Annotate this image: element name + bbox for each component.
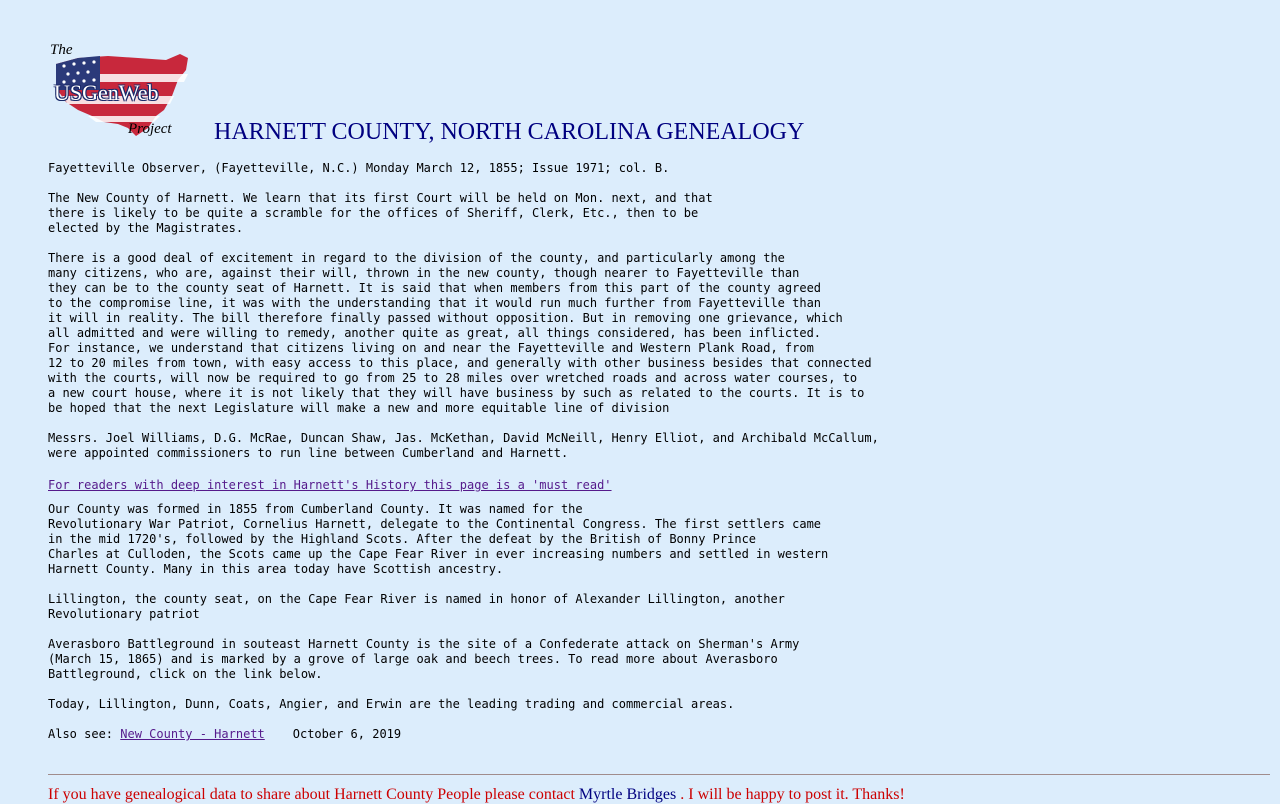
footer-text-after: . I will be happy to post it. Thanks! (676, 786, 905, 803)
footer-message (48, 786, 905, 804)
article-paragraph-2: There is a good deal of excitement in regard to the division of the county, and particularly among the many citizens, who are, against their will, thrown in the new county, though nearer to Fayetteville than they can be to the county seat of Harnett. It is said that when members from this part of the county agreed to the compromise line, it was with the understanding that it would run much further from Fayetteville than it will in reality. The bill therefore finally passed without opposition. But in removing one grievance, which all admitted and were willing to remedy, another quite as great, all things considered, has been inflicted. For instance, we understand that citizens living on and near the Fayetteville and Western Plank Road, from 12 to 20 miles from town, with easy access to this place, and generally with other business besides that connected with the courts, will now be required to go from 25 to 28 miles over wretched roads and across water courses, to a new court house, where it is not likely that they will have business by such as related to the courts. It is to be hoped that the next Legislature will make a new and more equitable line of division (48, 251, 872, 415)
page-title: HARNETT COUNTY, NORTH CAROLINA GENEALOGY (214, 119, 805, 145)
main-content (48, 161, 1248, 742)
logo-usgenweb-text: USGenWeb (54, 80, 159, 105)
history-paragraph-4: Today, Lillington, Dunn, Coats, Angier, and Erwin are the leading trading and commercial areas. (48, 697, 735, 711)
history-paragraph-3: Averasboro Battleground in souteast Harnett County is the site of a Confederate attack on Sherman's Army (March 15, 1865) and is marked by a grove of large oak and beech trees. To read more about Averasboro Battleground, click on the link below. (48, 637, 800, 681)
new-county-harnett-link[interactable]: New County - Harnett (120, 727, 265, 741)
contact-link[interactable]: Myrtle Bridges (578, 786, 677, 803)
article-paragraph-1: The New County of Harnett. We learn that its first Court will be held on Mon. next, and that there is likely to be quite a scramble for the offices of Sheriff, Clerk, Etc., then to be elected by the Magistrates. (48, 191, 713, 235)
history-paragraph-1: Our County was formed in 1855 from Cumberland County. It was named for the Revolutionary War Patriot, Cornelius Harnett, delegate to the Continental Congress. The first settlers came in the mid 1720's, followed by the Highland Scots. After the defeat by the British of Bonny Prince Charles at Culloden, the Scots came up the Cape Fear River in ever increasing numbers and settled in western Harnett County. Many in this area today have Scottish ancestry. (48, 502, 829, 576)
also-see-row (48, 727, 1248, 742)
logo-project-text: Project (128, 121, 172, 137)
history-paragraph-2: Lillington, the county seat, on the Cape Fear River is named in honor of Alexander Lillington, another Revolutionary patriot (48, 592, 785, 621)
footer-text-before: If you have genealogical data to share about Harnett County People please contact (48, 786, 579, 803)
article-paragraph-3: Messrs. Joel Williams, D.G. McRae, Duncan Shaw, Jas. McKethan, David McNeill, Henry Elliot, and Archibald McCallum, were appointed commissioners to run line between Cumberland and Harnett. (48, 431, 879, 460)
must-read-link[interactable]: For readers with deep interest in Harnett's History this page is a 'must read' (48, 478, 612, 492)
citation: Fayetteville Observer, (Fayetteville, N.C.) Monday March 12, 1855; Issue 1971; col. B. (48, 161, 670, 175)
footer-divider (48, 774, 1270, 775)
also-see-label: Also see: (48, 727, 121, 741)
last-updated-date: October 6, 2019 (292, 727, 402, 741)
logo-the-text: The (50, 42, 73, 58)
